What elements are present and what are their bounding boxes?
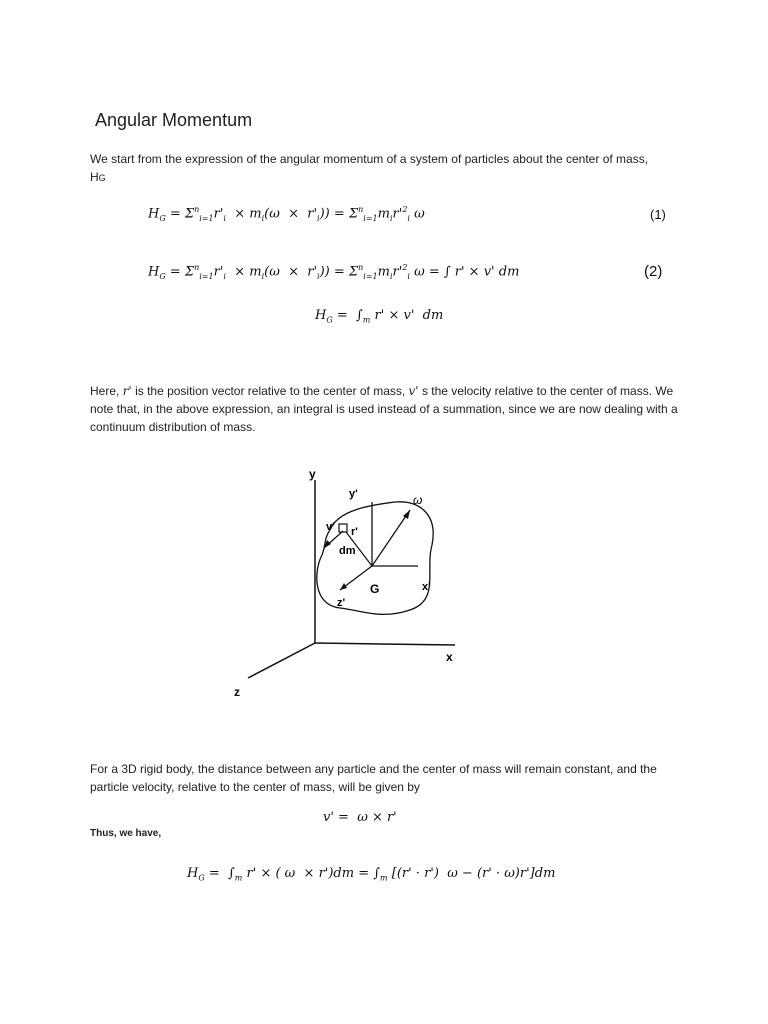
x-axis bbox=[315, 643, 455, 645]
equation-2-number: (2) bbox=[644, 263, 663, 280]
y-axis-label: y bbox=[309, 467, 316, 481]
z-axis-label: z bbox=[234, 685, 240, 699]
body-outline bbox=[317, 502, 433, 615]
thus-line: Thus, we have, bbox=[90, 828, 162, 839]
intro-paragraph bbox=[90, 150, 690, 187]
rigid-body-paragraph: For a 3D rigid body, the distance between any particle and the center of mass will remain constant, and the particle velocity, relative to the center of mass, will be given by bbox=[90, 762, 657, 794]
equation-4: v' = ω × r' bbox=[323, 810, 397, 825]
v-prime-symbol: v' bbox=[408, 384, 419, 398]
r-prime-label: r' bbox=[351, 526, 358, 538]
hg-symbol: HG bbox=[90, 170, 106, 184]
equation-5: $H_G = \int_m$ r' × ( $\omega \times r')dm = \int_m$ [(r' · r') ω − (r' · ω)r']dm bbox=[187, 866, 556, 883]
v-prime-label: v' bbox=[326, 521, 335, 533]
intro-text: We start from the expression of the angular momentum of a system of particles about the center of mass, bbox=[90, 152, 649, 166]
y-prime-label: y' bbox=[349, 488, 358, 500]
x-prime-label: x' bbox=[422, 581, 431, 593]
equation-1: $H_G = \Sigma^n_{i=1}r'_i \times m_i(\omega \times r'_i)) = \Sigma^n_{i=1}m_ir'^2_i$ ω bbox=[148, 205, 425, 223]
omega-label: ω bbox=[413, 493, 423, 507]
z-prime-label: z' bbox=[337, 597, 346, 609]
definitions-paragraph: Here, r' is the position vector relative to the center of mass, v' s the velocity relative to the center of mass. We note that, in the above expression, an integral is used instead of a summation, since we are now dealing with a continuum distribution of mass. bbox=[90, 384, 678, 434]
z-prime-arrowhead bbox=[340, 583, 347, 590]
page-title: Angular Momentum bbox=[95, 110, 253, 130]
mass-element bbox=[339, 524, 347, 532]
r-prime-symbol: r' bbox=[122, 384, 132, 398]
dm-label: dm bbox=[339, 545, 356, 557]
z-axis bbox=[248, 643, 315, 678]
equation-1-number: (1) bbox=[650, 207, 666, 222]
equation-3: $H_G = \int_m$ r' × v' dm bbox=[315, 308, 444, 325]
g-label: G bbox=[370, 582, 380, 596]
x-axis-label: x bbox=[446, 650, 453, 664]
omega-vector bbox=[372, 510, 410, 566]
equation-2: $H_G = \Sigma^n_{i=1}r'_i \times m_i(\omega \times r'_i)) = \Sigma^n_{i=1}m_ir'^2_i$ ω = ∫ r' × v' dm bbox=[148, 263, 520, 281]
rigid-body-figure bbox=[220, 460, 480, 710]
